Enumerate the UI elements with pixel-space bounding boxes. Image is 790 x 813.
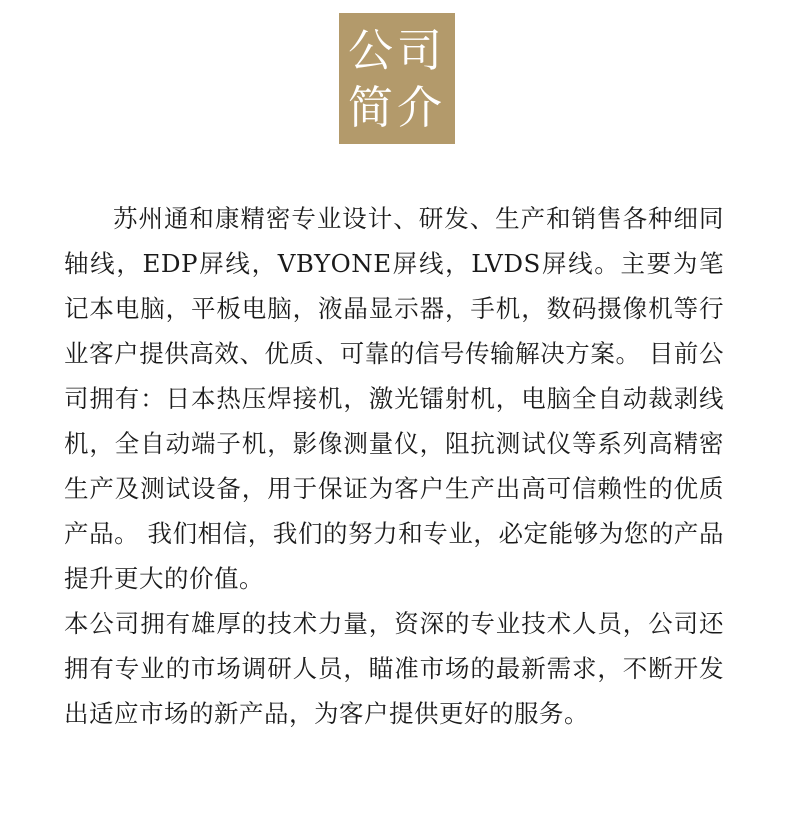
company-intro-body — [64, 196, 724, 736]
intro-paragraph-2: 本公司拥有雄厚的技术力量，资深的专业技术人员，公司还拥有专业的市场调研人员，瞄准市场的最新需求，不断开发出适应市场的新产品，为客户提供更好的服务。 — [64, 609, 724, 728]
intro-paragraph-1: 苏州通和康精密专业设计、研发、生产和销售各种细同轴线，EDP屏线，VBYONE屏线，LVDS屏线。主要为笔记本电脑，平板电脑，液晶显示器，手机，数码摄像机等行业客户提供高效、优质、可靠的信号传输解决方案。 目前公司拥有：日本热压焊接机，激光镭射机，电脑全自动裁剥线机，全自动端子机，影像测量仪，阻抗测试仪等系列高精密生产及测试设备，用于保证为客户生产出高可信赖性的优质产品。 我们相信，我们的努力和专业，必定能够为您的产品提升更大的价值。 — [64, 204, 724, 593]
section-title-badge — [339, 13, 455, 144]
section-title-line-2: 简介 — [347, 80, 446, 134]
section-title-line-1: 公司 — [347, 23, 446, 77]
